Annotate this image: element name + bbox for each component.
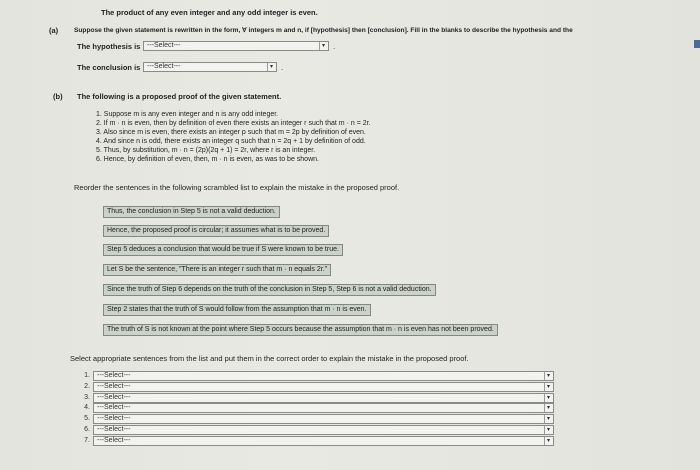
- order-select-value: ---Select---: [97, 382, 131, 390]
- chevron-down-icon: ▾: [267, 63, 275, 71]
- draggable-sentence[interactable]: Thus, the conclusion in Step 5 is not a valid deduction.: [103, 206, 280, 218]
- part-a-instruction: Suppose the given statement is rewritten in the form, ∀ integers m and n, if [hypothesis] then [conclusion]. Fill in the blanks to describe the hypothesis and the: [74, 27, 573, 34]
- hypothesis-label: The hypothesis is: [77, 42, 141, 51]
- part-b-label: (b): [53, 92, 63, 101]
- part-a-label: (a): [49, 26, 59, 35]
- period-mark: .: [333, 42, 336, 51]
- order-select-value: ---Select---: [97, 393, 131, 401]
- chevron-down-icon: ▾: [544, 383, 552, 391]
- chevron-down-icon: ▾: [544, 426, 552, 434]
- chevron-down-icon: ▾: [544, 404, 552, 412]
- order-number: 5.: [84, 415, 90, 423]
- proof-step-6: 6. Hence, by definition of even, then, m · n is even, as was to be shown.: [96, 156, 319, 163]
- draggable-sentence[interactable]: Since the truth of Step 6 depends on the truth of the conclusion in Step 5, Step 6 is not a valid deduction.: [103, 284, 436, 296]
- proof-step-3: 3. Also since m is even, there exists an integer p such that m = 2p by definition of even.: [96, 129, 366, 136]
- order-number: 7.: [84, 436, 90, 444]
- order-select-6[interactable]: [93, 425, 554, 435]
- conclusion-label: The conclusion is: [77, 63, 141, 72]
- draggable-sentence[interactable]: Step 5 deduces a conclusion that would be true if S were known to be true.: [103, 244, 343, 256]
- period-mark: .: [281, 63, 284, 72]
- order-select-1[interactable]: [93, 371, 554, 381]
- hypothesis-select[interactable]: [143, 41, 329, 51]
- order-number: 3.: [84, 393, 90, 401]
- order-select-value: ---Select---: [97, 372, 131, 379]
- part-b-intro: The following is a proposed proof of the given statement.: [77, 92, 282, 101]
- draggable-sentence[interactable]: Step 2 states that the truth of S would follow from the assumption that m · n is even.: [103, 304, 371, 316]
- chevron-down-icon: ▾: [319, 42, 327, 50]
- order-select-value: ---Select---: [97, 404, 131, 412]
- chevron-down-icon: ▾: [544, 372, 552, 380]
- scroll-edge-marker: [694, 40, 700, 48]
- chevron-down-icon: ▾: [544, 394, 552, 402]
- order-select-value: ---Select---: [97, 436, 131, 444]
- order-select-4[interactable]: [93, 403, 554, 413]
- chevron-down-icon: ▾: [544, 437, 552, 445]
- order-number: 2.: [84, 382, 90, 390]
- order-select-7[interactable]: [93, 436, 554, 446]
- chevron-down-icon: ▾: [544, 415, 552, 423]
- proof-step-5: 5. Thus, by substitution, m · n = (2p)(2q + 1) = 2r, where r is an integer.: [96, 147, 316, 154]
- order-number: 6.: [84, 426, 90, 433]
- conclusion-select-value: ---Select---: [147, 63, 181, 70]
- proof-step-4: 4. And since n is odd, there exists an integer q such that n = 2q + 1 by definition of odd.: [96, 138, 366, 145]
- order-number: 4.: [84, 404, 90, 412]
- hypothesis-select-value: ---Select---: [147, 42, 181, 49]
- order-select-3[interactable]: [93, 393, 554, 403]
- statement-title: The product of any even integer and any odd integer is even.: [101, 8, 318, 17]
- draggable-sentence[interactable]: The truth of S is not known at the point where Step 5 occurs because the assumption that m · n is even has not been proved.: [103, 324, 498, 336]
- proof-step-2: 2. If m · n is even, then by definition of even there exists an integer r such that m · n = 2r.: [96, 120, 371, 127]
- proof-step-1: 1. Suppose m is any even integer and n is any odd integer.: [96, 111, 279, 118]
- conclusion-select[interactable]: [143, 62, 277, 72]
- draggable-sentence[interactable]: Let S be the sentence, "There is an integer r such that m · n equals 2r.": [103, 264, 331, 276]
- reorder-instruction: Reorder the sentences in the following scrambled list to explain the mistake in the proposed proof.: [74, 183, 400, 192]
- order-number: 1.: [84, 372, 90, 379]
- order-select-5[interactable]: [93, 414, 554, 424]
- order-select-value: ---Select---: [97, 426, 131, 433]
- order-instruction: Select appropriate sentences from the list and put them in the correct order to explain the mistake in the proposed proof.: [70, 354, 469, 363]
- draggable-sentence[interactable]: Hence, the proposed proof is circular; it assumes what is to be proved.: [103, 225, 329, 237]
- order-select-2[interactable]: [93, 382, 554, 392]
- order-select-value: ---Select---: [97, 415, 131, 423]
